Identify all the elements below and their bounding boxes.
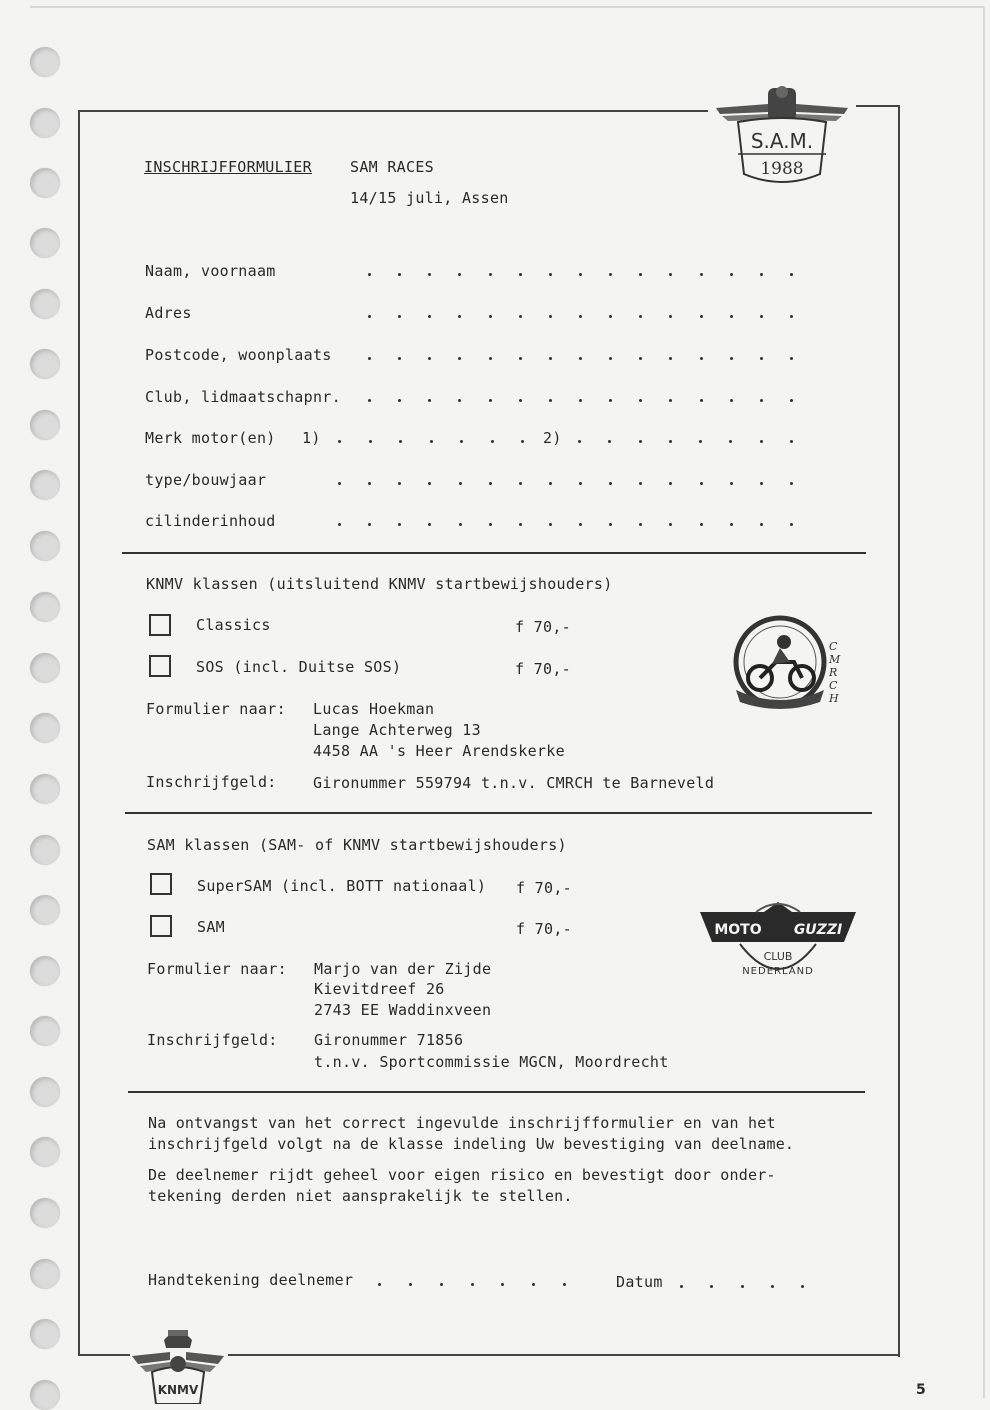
knmv-address-line: Lange Achterweg 13 (313, 721, 481, 739)
sam-address-line: 2743 EE Waddinxveen (314, 1001, 492, 1019)
classics-label: Classics (196, 616, 271, 634)
cmrch-letter: R (829, 666, 838, 679)
binder-hole (30, 713, 60, 743)
cmrch-letters (829, 640, 840, 705)
sam-checkbox[interactable] (150, 915, 172, 937)
sam-logo-text: S.A.M. (750, 129, 814, 153)
guzzi-logo-club: CLUB (763, 950, 793, 963)
risk-text-line: De deelnemer rijdt geheel voor eigen risico en bevestigt door onder- (148, 1166, 776, 1184)
guzzi-logo-left: MOTO (714, 922, 762, 938)
sam-fee-label: Inschrijfgeld: (147, 1031, 278, 1049)
page-number: 5 (916, 1382, 926, 1398)
binder-hole (30, 47, 60, 77)
sam-label: SAM (197, 918, 225, 936)
name-field[interactable] (368, 273, 793, 277)
sam-fee-line: t.n.v. Sportcommissie MGCN, Moordrecht (314, 1053, 669, 1071)
binder-hole (30, 289, 60, 319)
make-1-label: 1) (302, 429, 321, 447)
knmv-fee-text: Gironummer 559794 t.n.v. CMRCH te Barneveld (313, 774, 715, 792)
confirmation-text-line: Na ontvangst van het correct ingevulde inschrijfformulier en van het (148, 1114, 776, 1132)
guzzi-logo-right: GUZZI (793, 922, 843, 938)
binder-hole (30, 956, 60, 986)
type-label: type/bouwjaar (145, 471, 267, 489)
moto-guzzi-logo (698, 898, 858, 984)
knmv-logo-text: KNMV (157, 1383, 199, 1397)
supersam-fee: f 70,- (516, 879, 572, 897)
sheet-edge (983, 8, 985, 1398)
club-label: Club, lidmaatschapnr. (145, 388, 341, 406)
frame-border (898, 105, 900, 1357)
binder-hole (30, 774, 60, 804)
sam-address-line: Marjo van der Zijde (314, 960, 492, 978)
section-divider (122, 552, 866, 554)
make-label: Merk motor(en) (145, 429, 276, 447)
knmv-logo (130, 1322, 226, 1404)
binder-hole (30, 531, 60, 561)
frame-border (78, 1354, 130, 1356)
binder-hole (30, 349, 60, 379)
frame-border (856, 105, 900, 107)
address-label: Adres (145, 304, 192, 322)
knmv-fee-label: Inschrijfgeld: (146, 773, 277, 791)
binder-hole (30, 835, 60, 865)
postcode-field[interactable] (368, 357, 793, 361)
guzzi-logo-country: NEDERLAND (742, 966, 814, 977)
binder-hole (30, 410, 60, 440)
cmrch-letter: H (829, 692, 839, 705)
binder-hole (30, 895, 60, 925)
binder-hole (30, 228, 60, 258)
make-2-field[interactable] (578, 440, 793, 444)
cc-label: cilinderinhoud (145, 512, 276, 530)
sam-address-line: Kievitdreef 26 (314, 980, 445, 998)
confirmation-text-line: inschrijfgeld volgt na de klasse indeling Uw bevestiging van deelname. (148, 1135, 795, 1153)
binder-hole (30, 1198, 60, 1228)
event-date-place: 14/15 juli, Assen (350, 189, 509, 207)
event-name: SAM RACES (350, 158, 434, 176)
frame-border (78, 110, 80, 1355)
supersam-checkbox[interactable] (150, 873, 172, 895)
sos-checkbox[interactable] (149, 655, 171, 677)
sheet-edge (30, 6, 985, 8)
supersam-label: SuperSAM (incl. BOTT nationaal) (197, 877, 487, 895)
binder-hole (30, 1259, 60, 1289)
cmrch-logo (730, 612, 830, 712)
cc-field[interactable] (338, 523, 793, 527)
binder-hole (30, 168, 60, 198)
binder-hole (30, 1137, 60, 1167)
signature-label: Handtekening deelnemer (148, 1271, 354, 1289)
form-title: INSCHRIJFFORMULIER (144, 158, 312, 176)
frame-border (228, 1354, 900, 1356)
make-1-field[interactable] (338, 440, 524, 444)
binder-hole (30, 1016, 60, 1046)
binder-hole (30, 592, 60, 622)
sos-label: SOS (incl. Duitse SOS) (196, 658, 402, 676)
knmv-address-line: Lucas Hoekman (313, 700, 435, 718)
sam-fee: f 70,- (516, 920, 572, 938)
knmv-heading: KNMV klassen (uitsluitend KNMV startbewijshouders) (146, 575, 613, 593)
make-2-label: 2) (543, 429, 562, 447)
date-field[interactable] (680, 1285, 804, 1289)
sam-logo (712, 78, 852, 188)
date-label: Datum (616, 1273, 663, 1291)
sos-fee: f 70,- (515, 660, 571, 678)
binder-hole (30, 1077, 60, 1107)
sam-heading: SAM klassen (SAM- of KNMV startbewijshouders) (147, 836, 567, 854)
cmrch-letter: C (829, 679, 838, 692)
club-field[interactable] (368, 399, 793, 403)
binder-hole (30, 470, 60, 500)
binder-hole (30, 1319, 60, 1349)
section-divider (125, 812, 872, 814)
cmrch-letter: M (829, 653, 841, 666)
signature-field[interactable] (378, 1283, 566, 1287)
risk-text-line: tekening derden niet aansprakelijk te stellen. (148, 1187, 573, 1205)
classics-checkbox[interactable] (149, 614, 171, 636)
sam-fee-line: Gironummer 71856 (314, 1031, 464, 1049)
postcode-label: Postcode, woonplaats (145, 346, 332, 364)
address-field[interactable] (368, 315, 793, 319)
name-label: Naam, voornaam (145, 262, 276, 280)
knmv-address-line: 4458 AA 's Heer Arendskerke (313, 742, 565, 760)
sam-send-label: Formulier naar: (147, 960, 287, 978)
binder-hole (30, 653, 60, 683)
type-field[interactable] (338, 482, 793, 486)
binder-hole (30, 1380, 60, 1410)
frame-border (78, 110, 708, 112)
binder-hole (30, 108, 60, 138)
cmrch-letter: C (829, 640, 838, 653)
sam-logo-year: 1988 (760, 159, 804, 179)
section-divider (128, 1091, 865, 1093)
classics-fee: f 70,- (515, 618, 571, 636)
knmv-send-label: Formulier naar: (146, 700, 286, 718)
